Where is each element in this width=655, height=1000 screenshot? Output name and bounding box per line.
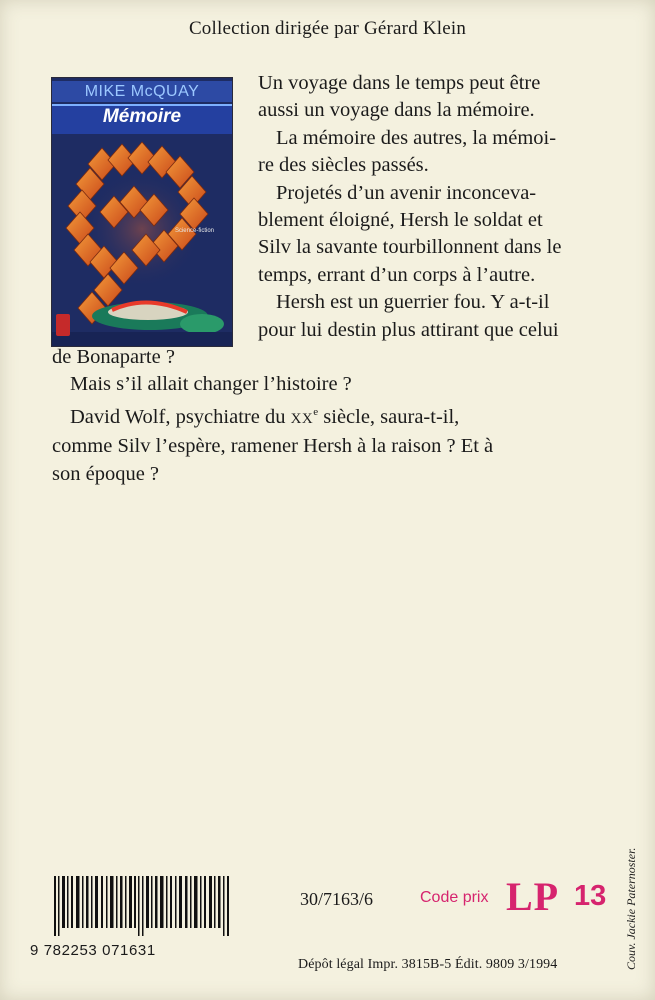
blurb-text-run: siècle, saura-t-il, [318,405,460,428]
book-reference-number: 30/7163/6 [300,889,374,909]
blurb-line: temps, errant d’un corps à l’autre. [258,263,536,286]
barcode-digits: 9 782253 071631 [30,942,156,959]
blurb-line: aussi un voyage dans la mémoire. [258,99,535,122]
blurb-line: Un voyage dans le temps peut être [258,72,541,94]
blurb-paragraph-5 [52,371,608,398]
blurb-line: re des siècles passés. [258,154,429,177]
cover-collection-label: Science-fiction [174,228,214,234]
blurb-line [52,399,608,433]
cover-title: Mémoire [102,106,182,127]
price-code-number: 13 [574,880,607,912]
price-code-lp: LP [506,874,560,919]
cover-author: MIKE McQUAY [52,81,232,102]
blurb-paragraph-4 [52,289,608,371]
blurb-line: de Bonaparte ? [52,346,175,369]
blurb-line: pour lui destin plus attirant que celui [258,318,559,341]
blurb-line: Mais s’il allait changer l’histoire ? [70,373,352,396]
century-superscript: e [313,405,319,418]
blurb-line: Silv la savante tourbillonnent dans le [258,236,562,259]
blurb-line: Projetés d’un avenir inconceva- [276,181,537,204]
blurb-paragraph-6 [52,399,608,488]
blurb-text [52,70,608,488]
isbn-barcode [52,876,232,936]
blurb-paragraph-2 [52,125,608,180]
blurb-line: La mémoire des autres, la mémoi- [276,126,557,149]
depot-legal: Dépôt légal Impr. 3815B-5 Édit. 9809 3/1994 [298,957,558,972]
cover-credit: Couv. Jackie Paternoster. [624,847,638,970]
century-numeral: XX [290,410,314,427]
blurb-text-run: David Wolf, psychiatre du [70,405,291,428]
blurb-line: Hersh est un guerrier fou. Y a-t-il [276,291,550,314]
code-prix-label: Code prix [420,889,489,906]
blurb-paragraph-3 [52,180,608,290]
blurb-line: comme Silv l’espère, ramener Hersh à la raison ? Et à [52,435,494,458]
blurb-line: son époque ? [52,462,160,485]
blurb-paragraph-1 [52,70,608,125]
collection-heading: Collection dirigée par Gérard Klein [188,18,467,39]
blurb-line: blement éloigné, Hersh le soldat et [258,209,543,232]
